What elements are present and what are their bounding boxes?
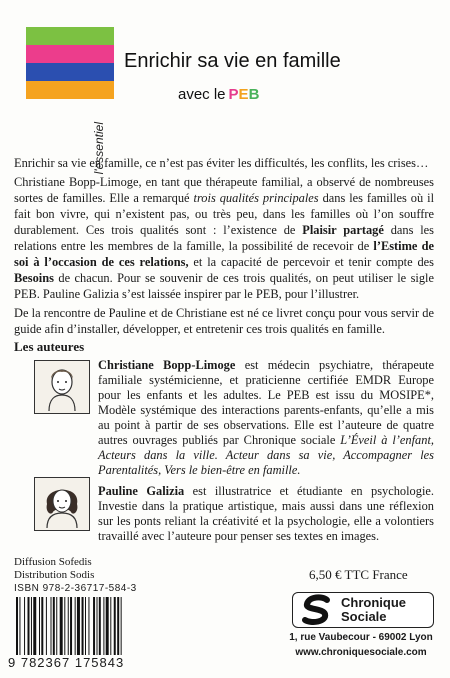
barcode-bar — [33, 597, 36, 655]
stripe-orange — [26, 81, 114, 99]
portrait-drawing-icon — [35, 478, 89, 530]
website-link[interactable]: www.chroniquesociale.com — [295, 647, 427, 658]
barcode-bar — [41, 597, 43, 655]
portrait-drawing-icon — [35, 361, 89, 413]
barcode-bar — [117, 597, 119, 655]
barcode-bar — [77, 597, 80, 655]
barcode-number: 9 782367 175843 — [8, 655, 125, 670]
text-run: Besoins — [14, 271, 54, 285]
barcode-bar — [88, 597, 89, 655]
barcode-bar — [121, 597, 122, 655]
text-run: De la rencontre de Pauline et de Christiane est né ce livret conçu pour vous servir de guide afin d’installer, développer, et entretenir ces trois qualités en famille. — [14, 306, 434, 336]
price: 6,50 € TTC France — [309, 567, 408, 582]
text-run: dans les relations entre les membres de la famille, la possibilité de recevoir de — [14, 223, 435, 253]
diffusion-text: Diffusion Sofedis — [14, 556, 92, 568]
barcode-bar — [99, 597, 101, 655]
text-run: est médecin psychiatre, thérapeute familiale systémicienne, et praticienne certifiée EMDR Europe pour les enfants et les adultes. Le PEB est issu du MOSIPE*, Modèle systémique des interactions parents-enfants, qu’elle a mis au point à partir de ses observations. Elle est l’auteure de quatre autres ouvrages publiés par Chronique sociale — [98, 358, 434, 447]
barcode-bar — [51, 597, 52, 655]
barcode-bar — [106, 597, 109, 655]
barcode-bar — [60, 597, 63, 655]
barcode-bar — [46, 597, 47, 655]
series-stripes — [26, 27, 114, 99]
barcode-bar — [39, 597, 40, 655]
text-run: Enrichir sa vie en famille, ce n’est pas éviter les difficultés, les conflits, les crises… — [14, 156, 429, 170]
distribution-text: Distribution Sodis — [14, 569, 95, 581]
text-run: et la capacité de percevoir et tenir compte des — [188, 255, 434, 269]
barcode-bar — [97, 597, 98, 655]
publisher-name-line1: Chronique — [341, 595, 406, 610]
barcode-bar — [24, 597, 25, 655]
text-run: Plaisir partagé — [302, 223, 384, 237]
publisher-logo — [292, 592, 434, 628]
author2-bio — [98, 484, 434, 544]
author2-portrait — [34, 477, 90, 531]
text-run: Pauline Galizia — [98, 484, 185, 498]
author1-bio — [98, 358, 434, 478]
barcode-bar — [28, 597, 30, 655]
barcode-bar — [70, 597, 72, 655]
barcode-bar — [93, 597, 95, 655]
text-run: L’Éveil à l’enfant, Acteurs dans la ville. Acteur dans sa vie, Accompagner les Parentalités, Vers le bien-être en famille. — [98, 433, 434, 477]
peb-logo: PEB — [228, 86, 260, 103]
text-run: Christiane Bopp-Limoge, en tant que thérapeute familial, a observé de nombreuses sortes de familles. Elle a remarqué — [14, 175, 434, 205]
barcode-bar — [68, 597, 69, 655]
barcode-bar — [64, 597, 65, 655]
stripe-pink — [26, 45, 114, 63]
barcode-bar — [85, 597, 86, 655]
stripe-blue — [26, 63, 114, 81]
text-run: trois qualités principales — [193, 191, 319, 205]
text-run: dans les familles où il fait bon vivre, qui n’existent pas, ou très peu, dans les familles où l’on souffre durablement. Ces trois qualités sont : l’existence de — [14, 191, 435, 237]
barcode-bar — [31, 597, 32, 655]
barcode-bar — [19, 597, 20, 655]
book-subtitle: avec le PEB — [178, 86, 260, 103]
isbn: ISBN 978-2-36717-584-3 — [14, 583, 137, 594]
blurb-paragraph — [14, 305, 434, 337]
barcode-bar — [53, 597, 55, 655]
text-run: est illustratrice et étudiante en psychologie. Investie dans la pratique artistique, mais aussi dans une réflexion sur les ponts reliant la créativité et la psychologie, elle a volontiers travaillé avec l’auteure pour penser ses textes en images. — [98, 484, 434, 543]
text-run: de chacun. Pour se souvenir de ces trois qualités, on peut utiliser le sigle PEB. Pauline Galizia s’est laissée inspirer par le PEB, pour l’illustrer. — [14, 271, 434, 301]
barcode-bar — [103, 597, 104, 655]
barcode-bar — [75, 597, 76, 655]
blurb-paragraph — [14, 155, 434, 171]
publisher-address — [286, 630, 436, 660]
blurb-paragraph — [14, 174, 434, 302]
barcode-bar — [16, 597, 18, 655]
address-line: 1, rue Vaubecour - 69002 Lyon — [289, 632, 433, 643]
barcode-bar — [82, 597, 84, 655]
text-run: Christiane Bopp-Limoge — [98, 358, 236, 372]
stripe-green — [26, 27, 114, 45]
barcode-bar — [114, 597, 116, 655]
publisher-name-line2: Sociale — [341, 609, 387, 624]
barcode-bar — [56, 597, 57, 655]
text-run: l’Estime de soi à l’occasion de ces relations, — [14, 239, 434, 269]
book-title: Enrichir sa vie en famille — [124, 50, 341, 72]
author1-portrait — [34, 360, 90, 414]
authors-heading: Les auteures — [14, 339, 85, 354]
blurb — [14, 155, 434, 340]
publisher-logo-icon — [297, 594, 337, 626]
barcode — [14, 597, 164, 655]
barcode-bar — [110, 597, 111, 655]
